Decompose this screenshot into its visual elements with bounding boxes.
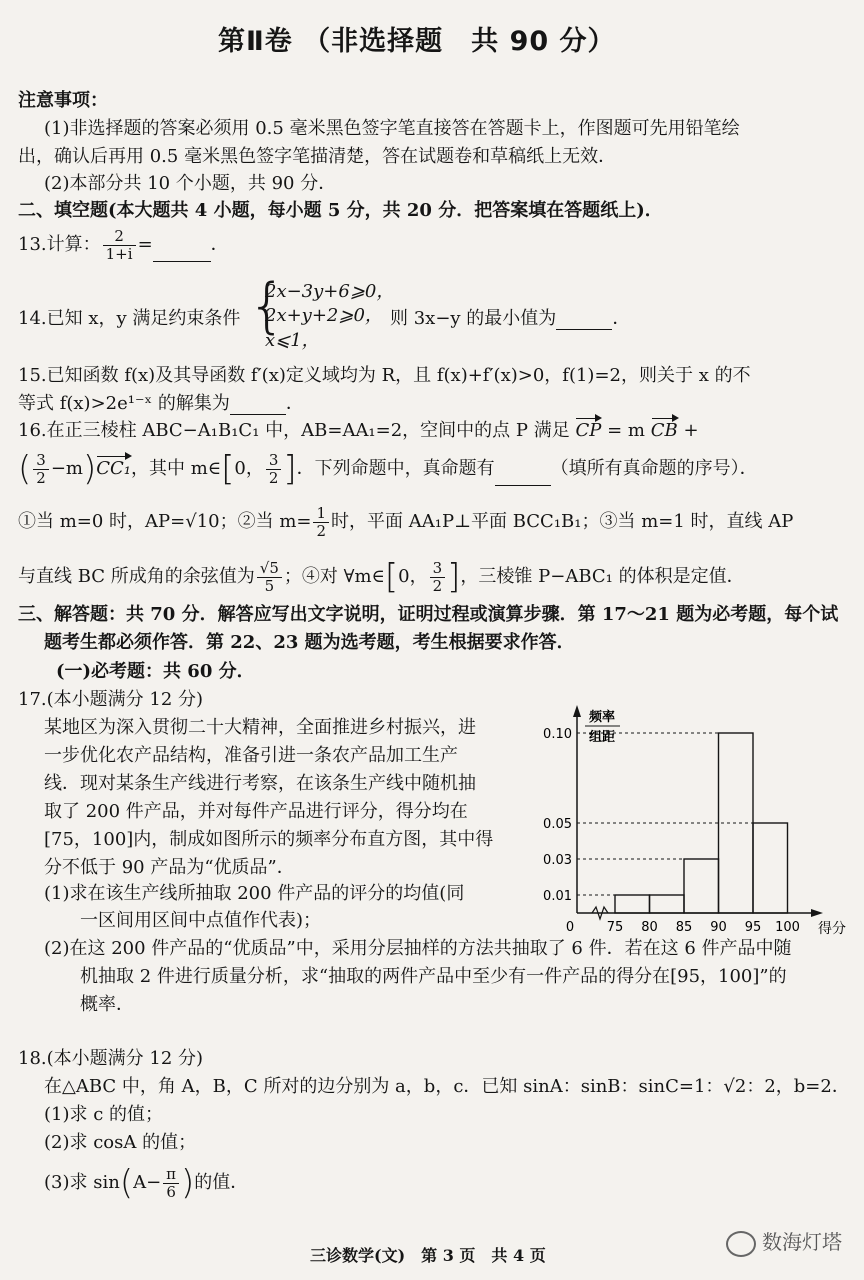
q16-range-zero: 0， bbox=[234, 458, 264, 479]
q17-sub-2a: (2)在这 200 件产品的“优质品”中，采用分层抽样的方法共抽取了 6 件．若在这 6 件产品中随 bbox=[44, 938, 792, 959]
origin-label: 0 bbox=[565, 920, 575, 935]
histogram-bars bbox=[615, 733, 788, 913]
q14-system bbox=[265, 280, 394, 353]
q14-constraint-1: 2x−3y+6⩾0， bbox=[265, 281, 395, 302]
q14-suffix: 则 3x−y 的最小值为 bbox=[390, 308, 557, 329]
q13-den: 1+i bbox=[105, 244, 133, 263]
q17-p1: 某地区为深入贯彻二十大精神，全面推进乡村振兴，进 bbox=[44, 717, 476, 738]
q16-line-2 bbox=[18, 449, 758, 489]
q18-sub-3 bbox=[44, 1163, 249, 1203]
q14-constraint-2: 2x+y+2⩾0， bbox=[265, 305, 383, 327]
section-3-sub: (一)必考题：共 60 分． bbox=[56, 661, 255, 682]
q14-end: ． bbox=[612, 308, 631, 329]
q16-l4-a: 与直线 BC 所成角的余弦值为 bbox=[18, 566, 255, 587]
q16-l4-c: ，三棱锥 P−ABC₁ 的体积是定值． bbox=[460, 566, 745, 587]
y-tick-label-4: 0.10 bbox=[543, 727, 572, 742]
q16-vector-cc1: CC₁ bbox=[96, 458, 131, 479]
q18-head: 18.(本小题满分 12 分) bbox=[18, 1048, 204, 1069]
x-tick-label-4: 90 bbox=[710, 920, 727, 935]
q16-f3-den: 2 bbox=[316, 521, 327, 540]
x-tick-label-6: 100 bbox=[775, 920, 800, 935]
q16-l4-b: ；④对 ∀m∈ bbox=[283, 566, 385, 587]
q14-prefix: 14.已知 x，y 满足约束条件 bbox=[18, 308, 241, 329]
q15-end: ． bbox=[285, 393, 304, 414]
wechat-icon bbox=[726, 1231, 756, 1257]
y-tick-label-2: 0.03 bbox=[543, 853, 572, 868]
q16-line-1-text: 16.在正三棱柱 ABC−A₁B₁C₁ 中，AB=AA₁=2，空间中的点 P 满足 bbox=[18, 420, 570, 441]
q14-answer-blank[interactable] bbox=[556, 311, 612, 330]
q16-fraction-1 bbox=[33, 452, 49, 486]
q18-p1: 在△ABC 中，角 A，B，C 所对的边分别为 a，b，c．已知 sinA：sinB：sinC=1：√2：2，b=2． bbox=[44, 1076, 850, 1097]
q18-s3-b: 的值． bbox=[194, 1172, 249, 1193]
q16-paren-close: ) bbox=[82, 449, 97, 489]
section-3-line-2: 题考生都必须作答．第 22、23 题为选考题，考生根据要求作答． bbox=[44, 632, 575, 653]
histogram-bar-2 bbox=[650, 895, 685, 913]
q14-suffix-line bbox=[390, 308, 630, 330]
q15-line-2-wrap bbox=[18, 393, 304, 415]
q18-s3-a: (3)求 sin bbox=[44, 1172, 120, 1193]
notice-item-1-line-2: 出，确认后再用 0.5 毫米黑色签字笔描清楚，答在试题卷和草稿纸上无效． bbox=[18, 146, 617, 167]
q17-p4: 取了 200 件产品，并对每件产品进行评分，得分均在 bbox=[44, 801, 468, 822]
question-13: 13.计算： $\frac{2}{1+i}$ = ． bbox=[18, 227, 229, 263]
q15-answer-blank[interactable] bbox=[230, 396, 286, 415]
notice-heading: 注意事项： bbox=[18, 90, 108, 111]
notice-item-1-line-1: (1)非选择题的答案必须用 0.5 毫米黑色签字笔直接答在答题卡上，作图题可先用铅笔绘 bbox=[44, 118, 740, 139]
q16-f2-num: 3 bbox=[266, 452, 282, 470]
q18-s3-in: A− bbox=[133, 1172, 162, 1193]
q16-f1-num: 3 bbox=[33, 452, 49, 470]
q16-fraction-2 bbox=[266, 452, 282, 486]
section-3-line-1: 三、解答题：共 70 分．解答应写出文字说明，证明过程或演算步骤．第 17～21 题为必考题，每个试 bbox=[18, 604, 839, 625]
q16-mid: ，其中 m∈ bbox=[131, 458, 222, 479]
q18-sub-1: (1)求 c 的值； bbox=[44, 1104, 164, 1125]
y-tick-label-3: 0.05 bbox=[543, 817, 572, 832]
q17-sub-2b: 机抽取 2 件进行质量分析，求“抽取的两件产品中至少有一件产品的得分在[95，100]”的 bbox=[80, 966, 787, 987]
q16-line-1 bbox=[18, 420, 699, 442]
q16-paren-open: ( bbox=[18, 449, 32, 489]
q16-l4-zero: 0， bbox=[398, 566, 428, 587]
q16-f4-den: 5 bbox=[264, 576, 275, 595]
y-axis-arrow bbox=[573, 705, 581, 717]
section-2-heading: 二、填空题(本大题共 4 小题，每小题 5 分，共 20 分．把答案填在答题纸上)． bbox=[18, 200, 663, 221]
x-tick-label-1: 75 bbox=[606, 920, 624, 935]
q17-p2: 一步优化农产品结构，准备引进一条农产品加工生产 bbox=[44, 745, 458, 766]
q16-l4-bracket-open: [ bbox=[384, 557, 399, 597]
histogram-labels bbox=[543, 709, 846, 935]
q13-answer-blank[interactable] bbox=[153, 243, 211, 262]
q16-vector-cb: CB bbox=[650, 420, 678, 441]
q13-eq: = bbox=[137, 234, 153, 255]
q16-l3-a: ①当 m=0 时，AP=√10；②当 m= bbox=[18, 511, 312, 532]
x-axis-arrow bbox=[811, 909, 823, 917]
q16-line-3 bbox=[18, 505, 793, 539]
q16-f5-num: 3 bbox=[430, 560, 446, 578]
q16-answer-blank[interactable] bbox=[495, 467, 551, 486]
q16-fraction-5 bbox=[430, 560, 446, 594]
histogram-bar-3 bbox=[684, 859, 719, 913]
q18-fraction bbox=[163, 1166, 179, 1200]
q16-bracket-open: [ bbox=[221, 449, 235, 489]
page-footer: 三诊数学(文) 第 3 页 共 4 页 bbox=[310, 1246, 546, 1265]
q13-prefix: 13.计算： bbox=[18, 234, 101, 255]
q18-paren-close: ) bbox=[181, 1163, 195, 1203]
y-tick-label-1: 0.01 bbox=[543, 889, 572, 904]
y-axis-label-num: 频率 bbox=[588, 710, 616, 725]
q18-paren-open: ( bbox=[119, 1163, 134, 1203]
q15-line-1: 15.已知函数 f(x)及其导函数 f′(x)定义域均为 R，且 f(x)+f′(x)>0，f(1)=2，则关于 x 的不 bbox=[18, 365, 751, 386]
q16-f3-num: 1 bbox=[313, 505, 329, 523]
x-tick-label-3: 85 bbox=[675, 920, 693, 935]
x-tick-label-5: 95 bbox=[744, 920, 762, 935]
q17-p6: 分不低于 90 产品为“优质品”． bbox=[44, 857, 295, 878]
q16-bracket-close: ] bbox=[283, 449, 297, 489]
q13-fraction bbox=[103, 228, 136, 262]
watermark-text: 数海灯塔 bbox=[762, 1230, 842, 1254]
histogram-bar-5 bbox=[753, 823, 788, 913]
notice-item-2: (2)本部分共 10 个小题，共 90 分． bbox=[44, 173, 337, 194]
q16-hint: （填所有真命题的序号）． bbox=[550, 458, 758, 479]
q17-sub-2c: 概率． bbox=[80, 994, 134, 1015]
q17-sub-1a: (1)求在该生产线所抽取 200 件产品的评分的均值(同 bbox=[44, 883, 465, 904]
frequency-histogram bbox=[540, 695, 850, 935]
x-axis-label: 得分 bbox=[818, 921, 846, 935]
q16-l3-b: 时，平面 AA₁P⊥平面 BCC₁B₁；③当 m=1 时，直线 AP bbox=[331, 511, 794, 532]
q16-fraction-3 bbox=[313, 505, 329, 539]
q16-f4-num: √5 bbox=[257, 560, 282, 578]
q16-plus: + bbox=[683, 420, 699, 441]
histogram-guides bbox=[577, 733, 788, 895]
q16-f5-den: 2 bbox=[432, 576, 443, 595]
q17-sub-1b: 一区间用区间中点值作代表)； bbox=[80, 910, 322, 931]
q17-head: 17.(本小题满分 12 分) bbox=[18, 689, 204, 710]
y-axis-label-den: 组距 bbox=[588, 730, 616, 745]
q16-minus-m: −m bbox=[50, 458, 83, 479]
q18-f-den: 6 bbox=[166, 1182, 176, 1201]
q16-after-range: ．下列命题中，真命题有 bbox=[296, 458, 495, 479]
q16-fraction-4 bbox=[257, 560, 282, 594]
histogram-bar-1 bbox=[615, 895, 650, 913]
q18-sub-2: (2)求 cosA 的值； bbox=[44, 1132, 197, 1153]
page-title: 第Ⅱ卷 （非选择题 共 90 分） bbox=[218, 26, 616, 57]
q16-f2-den: 2 bbox=[268, 468, 279, 487]
q16-f1-den: 2 bbox=[36, 468, 46, 487]
watermark bbox=[726, 1226, 842, 1257]
q15-line-2: 等式 f(x)>2e¹⁻ˣ 的解集为 bbox=[18, 393, 230, 414]
q16-line-4 bbox=[18, 557, 745, 597]
q16-eq-m: = m bbox=[607, 420, 645, 441]
q18-f-num: π bbox=[163, 1166, 179, 1184]
q16-vector-cp: CP bbox=[575, 420, 602, 441]
x-tick-label-2: 80 bbox=[641, 920, 658, 935]
q17-p3: 线．现对某条生产线进行考察，在该条生产线中随机抽 bbox=[44, 773, 476, 794]
q14-constraint-3: x⩽1， bbox=[265, 329, 320, 351]
q17-p5: [75，100]内，制成如图所示的频率分布直方图，其中得 bbox=[44, 829, 494, 850]
q16-l4-bracket-close: ] bbox=[447, 557, 461, 597]
q14-brace: { bbox=[248, 271, 287, 341]
q13-num: 2 bbox=[103, 228, 136, 246]
